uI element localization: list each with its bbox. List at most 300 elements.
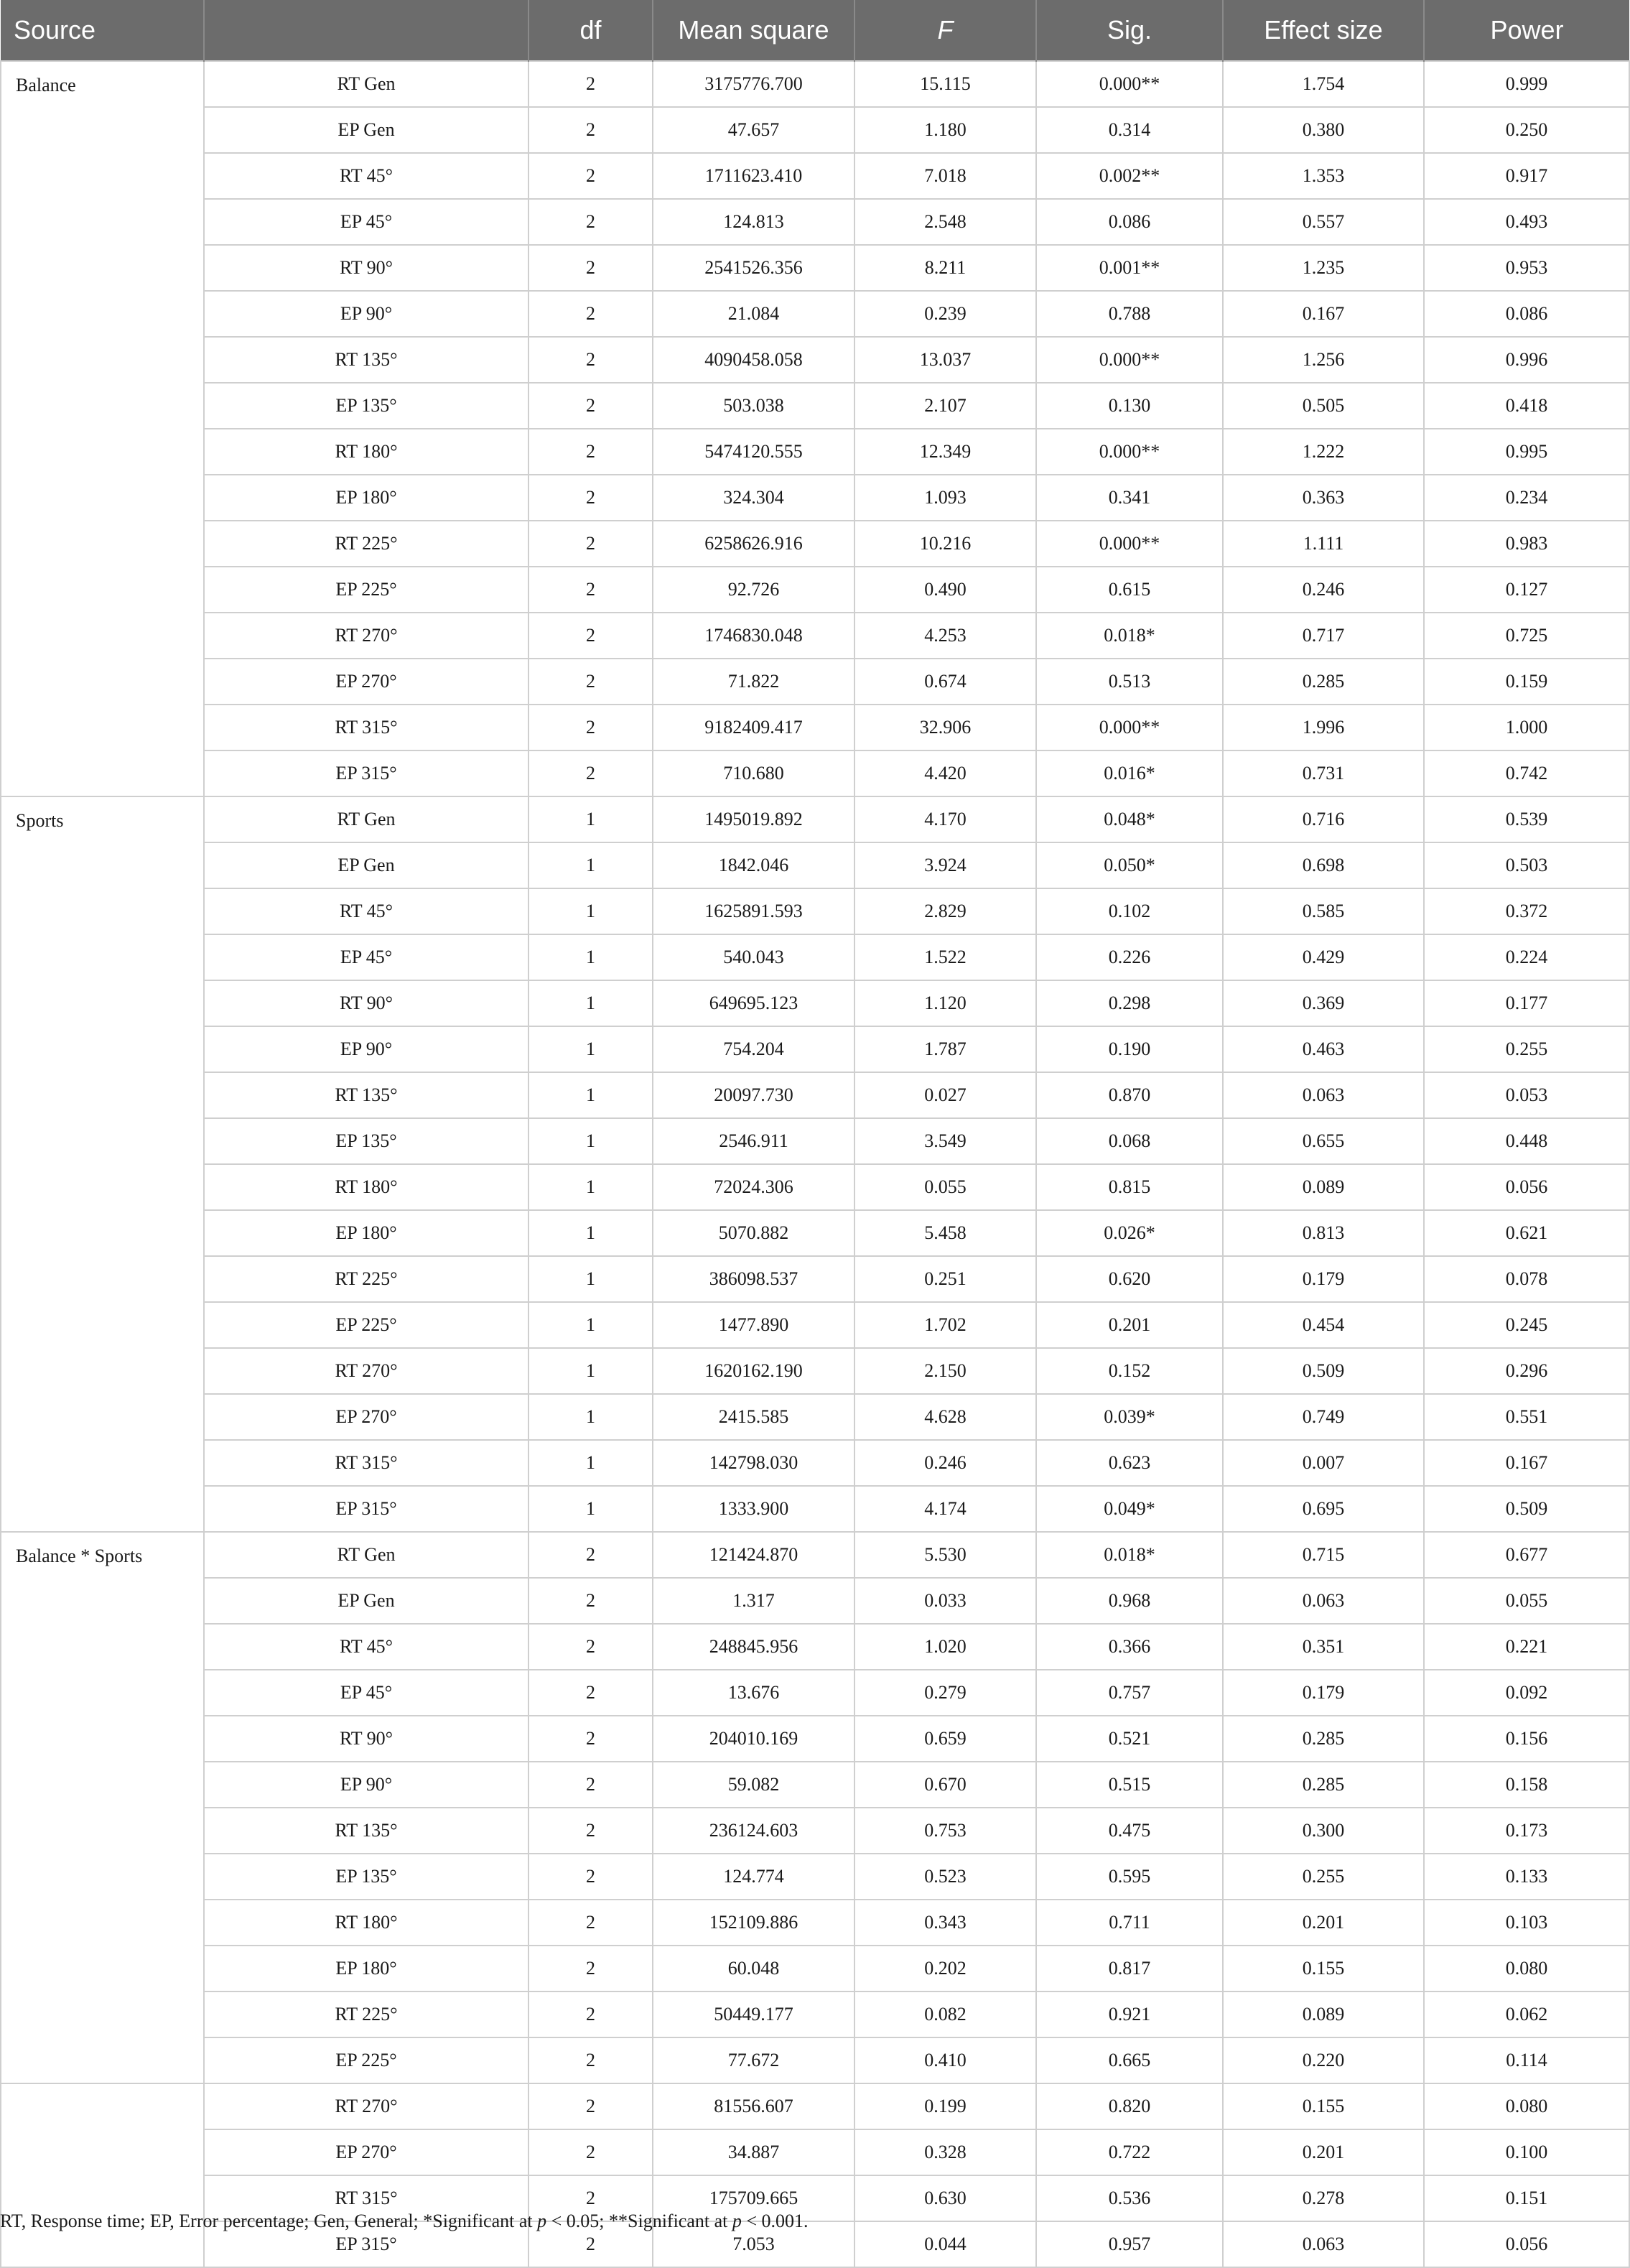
power-cell: 0.080 bbox=[1424, 2083, 1629, 2129]
effect-size-cell: 0.155 bbox=[1223, 2083, 1424, 2129]
mean-square-cell: 540.043 bbox=[653, 934, 854, 980]
sig-cell: 0.190 bbox=[1036, 1026, 1223, 1072]
f-cell: 4.170 bbox=[854, 796, 1036, 842]
df-cell: 2 bbox=[528, 659, 653, 705]
power-cell: 0.173 bbox=[1424, 1808, 1629, 1854]
table-row bbox=[1, 705, 1629, 750]
power-cell: 0.296 bbox=[1424, 1348, 1629, 1394]
sig-cell: 0.757 bbox=[1036, 1670, 1223, 1716]
f-cell: 1.093 bbox=[854, 475, 1036, 521]
sig-cell: 0.595 bbox=[1036, 1854, 1223, 1900]
mean-square-cell: 386098.537 bbox=[653, 1256, 854, 1302]
power-cell: 1.000 bbox=[1424, 705, 1629, 750]
table-row bbox=[1, 1072, 1629, 1118]
power-cell: 0.503 bbox=[1424, 842, 1629, 888]
effect-size-cell: 0.063 bbox=[1223, 1578, 1424, 1624]
power-cell: 0.086 bbox=[1424, 291, 1629, 337]
mean-square-cell: 50449.177 bbox=[653, 1992, 854, 2037]
df-cell: 2 bbox=[528, 1992, 653, 2037]
table-row bbox=[1, 1394, 1629, 1440]
effect-size-cell: 0.278 bbox=[1223, 2175, 1424, 2221]
mean-square-cell: 34.887 bbox=[653, 2129, 854, 2175]
mean-square-cell: 121424.870 bbox=[653, 1532, 854, 1578]
power-cell: 0.151 bbox=[1424, 2175, 1629, 2221]
table-row bbox=[1, 337, 1629, 383]
table-row bbox=[1, 613, 1629, 659]
sig-cell: 0.475 bbox=[1036, 1808, 1223, 1854]
header-power: Power bbox=[1424, 0, 1629, 61]
f-cell: 0.027 bbox=[854, 1072, 1036, 1118]
df-cell: 2 bbox=[528, 475, 653, 521]
effect-size-cell: 0.695 bbox=[1223, 1486, 1424, 1532]
effect-size-cell: 0.285 bbox=[1223, 1716, 1424, 1762]
power-cell: 0.493 bbox=[1424, 199, 1629, 245]
mean-square-cell: 71.822 bbox=[653, 659, 854, 705]
table-row bbox=[1, 1992, 1629, 2037]
effect-size-cell: 0.731 bbox=[1223, 750, 1424, 796]
mean-square-cell: 21.084 bbox=[653, 291, 854, 337]
effect-size-cell: 1.111 bbox=[1223, 521, 1424, 567]
df-cell: 1 bbox=[528, 1302, 653, 1348]
effect-size-cell: 0.429 bbox=[1223, 934, 1424, 980]
effect-size-cell: 0.155 bbox=[1223, 1946, 1424, 1992]
f-cell: 0.055 bbox=[854, 1164, 1036, 1210]
df-cell: 2 bbox=[528, 2221, 653, 2267]
power-cell: 0.996 bbox=[1424, 337, 1629, 383]
sig-cell: 0.001** bbox=[1036, 245, 1223, 291]
power-cell: 0.114 bbox=[1424, 2037, 1629, 2083]
mean-square-cell: 20097.730 bbox=[653, 1072, 854, 1118]
power-cell: 0.245 bbox=[1424, 1302, 1629, 1348]
table-footnote: RT, Response time; EP, Error percentage; Gen, General; *Significant at p < 0.05; **Significant at p < 0.001. bbox=[0, 2211, 809, 2231]
effect-size-cell: 1.235 bbox=[1223, 245, 1424, 291]
effect-size-cell: 0.813 bbox=[1223, 1210, 1424, 1256]
mean-square-cell: 59.082 bbox=[653, 1762, 854, 1808]
measure-cell: EP 135° bbox=[204, 1118, 528, 1164]
f-cell: 0.239 bbox=[854, 291, 1036, 337]
power-cell: 0.224 bbox=[1424, 934, 1629, 980]
table-row bbox=[1, 1118, 1629, 1164]
measure-cell: EP 135° bbox=[204, 1854, 528, 1900]
measure-cell: RT 90° bbox=[204, 245, 528, 291]
df-cell: 1 bbox=[528, 934, 653, 980]
sig-cell: 0.000** bbox=[1036, 429, 1223, 475]
sig-cell: 0.201 bbox=[1036, 1302, 1223, 1348]
f-cell: 0.343 bbox=[854, 1900, 1036, 1946]
df-cell: 1 bbox=[528, 1118, 653, 1164]
measure-cell: RT 225° bbox=[204, 1992, 528, 2037]
measure-cell: RT 45° bbox=[204, 153, 528, 199]
measure-cell: EP 270° bbox=[204, 2129, 528, 2175]
mean-square-cell: 92.726 bbox=[653, 567, 854, 613]
table-row bbox=[1, 1946, 1629, 1992]
source-cell bbox=[1, 2083, 204, 2267]
mean-square-cell: 503.038 bbox=[653, 383, 854, 429]
sig-cell: 0.341 bbox=[1036, 475, 1223, 521]
effect-size-cell: 0.285 bbox=[1223, 1762, 1424, 1808]
mean-square-cell: 1477.890 bbox=[653, 1302, 854, 1348]
sig-cell: 0.722 bbox=[1036, 2129, 1223, 2175]
mean-square-cell: 1495019.892 bbox=[653, 796, 854, 842]
df-cell: 2 bbox=[528, 245, 653, 291]
df-cell: 1 bbox=[528, 842, 653, 888]
measure-cell: EP Gen bbox=[204, 107, 528, 153]
effect-size-cell: 1.256 bbox=[1223, 337, 1424, 383]
f-cell: 3.924 bbox=[854, 842, 1036, 888]
sig-cell: 0.050* bbox=[1036, 842, 1223, 888]
measure-cell: EP Gen bbox=[204, 842, 528, 888]
effect-size-cell: 0.089 bbox=[1223, 1164, 1424, 1210]
table-row bbox=[1, 1624, 1629, 1670]
measure-cell: EP 135° bbox=[204, 383, 528, 429]
power-cell: 0.159 bbox=[1424, 659, 1629, 705]
sig-cell: 0.870 bbox=[1036, 1072, 1223, 1118]
table-row bbox=[1, 475, 1629, 521]
sig-cell: 0.314 bbox=[1036, 107, 1223, 153]
df-cell: 2 bbox=[528, 1946, 653, 1992]
mean-square-cell: 9182409.417 bbox=[653, 705, 854, 750]
f-cell: 3.549 bbox=[854, 1118, 1036, 1164]
sig-cell: 0.921 bbox=[1036, 1992, 1223, 2037]
power-cell: 0.221 bbox=[1424, 1624, 1629, 1670]
measure-cell: RT 225° bbox=[204, 521, 528, 567]
table-row bbox=[1, 1164, 1629, 1210]
table-row bbox=[1, 1900, 1629, 1946]
sig-cell: 0.515 bbox=[1036, 1762, 1223, 1808]
table-row bbox=[1, 291, 1629, 337]
table-row bbox=[1, 980, 1629, 1026]
measure-cell: EP 45° bbox=[204, 1670, 528, 1716]
measure-cell: EP 315° bbox=[204, 750, 528, 796]
power-cell: 0.053 bbox=[1424, 1072, 1629, 1118]
power-cell: 0.509 bbox=[1424, 1486, 1629, 1532]
df-cell: 2 bbox=[528, 1762, 653, 1808]
effect-size-cell: 0.007 bbox=[1223, 1440, 1424, 1486]
measure-cell: EP 180° bbox=[204, 475, 528, 521]
measure-cell: EP 45° bbox=[204, 934, 528, 980]
effect-size-cell: 0.698 bbox=[1223, 842, 1424, 888]
measure-cell: RT 180° bbox=[204, 1900, 528, 1946]
power-cell: 0.156 bbox=[1424, 1716, 1629, 1762]
sig-cell: 0.788 bbox=[1036, 291, 1223, 337]
df-cell: 2 bbox=[528, 1808, 653, 1854]
mean-square-cell: 81556.607 bbox=[653, 2083, 854, 2129]
f-cell: 4.420 bbox=[854, 750, 1036, 796]
power-cell: 0.983 bbox=[1424, 521, 1629, 567]
df-cell: 2 bbox=[528, 750, 653, 796]
power-cell: 0.255 bbox=[1424, 1026, 1629, 1072]
effect-size-cell: 0.063 bbox=[1223, 1072, 1424, 1118]
mean-square-cell: 142798.030 bbox=[653, 1440, 854, 1486]
measure-cell: EP 225° bbox=[204, 1302, 528, 1348]
sig-cell: 0.366 bbox=[1036, 1624, 1223, 1670]
mean-square-cell: 710.680 bbox=[653, 750, 854, 796]
f-cell: 4.628 bbox=[854, 1394, 1036, 1440]
measure-cell: RT 90° bbox=[204, 1716, 528, 1762]
mean-square-cell: 1.317 bbox=[653, 1578, 854, 1624]
header-df: df bbox=[528, 0, 653, 61]
effect-size-cell: 0.179 bbox=[1223, 1256, 1424, 1302]
power-cell: 0.250 bbox=[1424, 107, 1629, 153]
mean-square-cell: 3175776.700 bbox=[653, 61, 854, 107]
table-body bbox=[1, 61, 1629, 2267]
f-cell: 0.630 bbox=[854, 2175, 1036, 2221]
table-row bbox=[1, 383, 1629, 429]
sig-cell: 0.000** bbox=[1036, 61, 1223, 107]
table-row bbox=[1, 2083, 1629, 2129]
sig-cell: 0.226 bbox=[1036, 934, 1223, 980]
table-row bbox=[1, 934, 1629, 980]
power-cell: 0.167 bbox=[1424, 1440, 1629, 1486]
f-cell: 10.216 bbox=[854, 521, 1036, 567]
mean-square-cell: 1333.900 bbox=[653, 1486, 854, 1532]
mean-square-cell: 5070.882 bbox=[653, 1210, 854, 1256]
table-row bbox=[1, 659, 1629, 705]
mean-square-cell: 5474120.555 bbox=[653, 429, 854, 475]
table-row bbox=[1, 888, 1629, 934]
df-cell: 2 bbox=[528, 1670, 653, 1716]
df-cell: 1 bbox=[528, 1394, 653, 1440]
measure-cell: EP Gen bbox=[204, 1578, 528, 1624]
sig-cell: 0.000** bbox=[1036, 337, 1223, 383]
effect-size-cell: 0.717 bbox=[1223, 613, 1424, 659]
table-row bbox=[1, 153, 1629, 199]
effect-size-cell: 0.255 bbox=[1223, 1854, 1424, 1900]
effect-size-cell: 0.201 bbox=[1223, 2129, 1424, 2175]
table-row bbox=[1, 1026, 1629, 1072]
df-cell: 2 bbox=[528, 107, 653, 153]
power-cell: 0.677 bbox=[1424, 1532, 1629, 1578]
effect-size-cell: 0.509 bbox=[1223, 1348, 1424, 1394]
sig-cell: 0.820 bbox=[1036, 2083, 1223, 2129]
sig-cell: 0.018* bbox=[1036, 613, 1223, 659]
measure-cell: RT 270° bbox=[204, 1348, 528, 1394]
df-cell: 2 bbox=[528, 429, 653, 475]
df-cell: 2 bbox=[528, 1854, 653, 1900]
power-cell: 0.062 bbox=[1424, 1992, 1629, 2037]
table-row bbox=[1, 429, 1629, 475]
power-cell: 0.133 bbox=[1424, 1854, 1629, 1900]
df-cell: 2 bbox=[528, 153, 653, 199]
measure-cell: RT 180° bbox=[204, 1164, 528, 1210]
mean-square-cell: 2541526.356 bbox=[653, 245, 854, 291]
measure-cell: RT 135° bbox=[204, 337, 528, 383]
df-cell: 2 bbox=[528, 61, 653, 107]
effect-size-cell: 0.505 bbox=[1223, 383, 1424, 429]
power-cell: 0.953 bbox=[1424, 245, 1629, 291]
measure-cell: RT Gen bbox=[204, 61, 528, 107]
effect-size-cell: 0.089 bbox=[1223, 1992, 1424, 2037]
effect-size-cell: 0.179 bbox=[1223, 1670, 1424, 1716]
table-row bbox=[1, 2129, 1629, 2175]
table-row bbox=[1, 1256, 1629, 1302]
df-cell: 2 bbox=[528, 1624, 653, 1670]
table-row bbox=[1, 107, 1629, 153]
df-cell: 2 bbox=[528, 199, 653, 245]
effect-size-cell: 1.222 bbox=[1223, 429, 1424, 475]
f-cell: 0.246 bbox=[854, 1440, 1036, 1486]
measure-cell: RT 270° bbox=[204, 613, 528, 659]
f-cell: 4.174 bbox=[854, 1486, 1036, 1532]
df-cell: 2 bbox=[528, 337, 653, 383]
effect-size-cell: 0.585 bbox=[1223, 888, 1424, 934]
sig-cell: 0.298 bbox=[1036, 980, 1223, 1026]
sig-cell: 0.000** bbox=[1036, 705, 1223, 750]
df-cell: 2 bbox=[528, 1532, 653, 1578]
f-cell: 0.490 bbox=[854, 567, 1036, 613]
effect-size-cell: 0.716 bbox=[1223, 796, 1424, 842]
sig-cell: 0.000** bbox=[1036, 521, 1223, 567]
sig-cell: 0.815 bbox=[1036, 1164, 1223, 1210]
source-cell: Balance bbox=[1, 61, 204, 796]
measure-cell: RT 135° bbox=[204, 1808, 528, 1854]
df-cell: 2 bbox=[528, 383, 653, 429]
measure-cell: EP 90° bbox=[204, 291, 528, 337]
measure-cell: RT 315° bbox=[204, 2175, 528, 2221]
measure-cell: RT 90° bbox=[204, 980, 528, 1026]
table-row bbox=[1, 1210, 1629, 1256]
table-row bbox=[1, 1716, 1629, 1762]
f-cell: 0.328 bbox=[854, 2129, 1036, 2175]
power-cell: 0.056 bbox=[1424, 2221, 1629, 2267]
power-cell: 0.999 bbox=[1424, 61, 1629, 107]
f-cell: 1.787 bbox=[854, 1026, 1036, 1072]
df-cell: 2 bbox=[528, 613, 653, 659]
measure-cell: RT 180° bbox=[204, 429, 528, 475]
f-cell: 13.037 bbox=[854, 337, 1036, 383]
mean-square-cell: 6258626.916 bbox=[653, 521, 854, 567]
measure-cell: RT 45° bbox=[204, 1624, 528, 1670]
df-cell: 2 bbox=[528, 2037, 653, 2083]
mean-square-cell: 77.672 bbox=[653, 2037, 854, 2083]
f-cell: 5.530 bbox=[854, 1532, 1036, 1578]
f-cell: 4.253 bbox=[854, 613, 1036, 659]
power-cell: 0.372 bbox=[1424, 888, 1629, 934]
effect-size-cell: 0.715 bbox=[1223, 1532, 1424, 1578]
sig-cell: 0.957 bbox=[1036, 2221, 1223, 2267]
measure-cell: RT Gen bbox=[204, 796, 528, 842]
sig-cell: 0.620 bbox=[1036, 1256, 1223, 1302]
power-cell: 0.234 bbox=[1424, 475, 1629, 521]
df-cell: 2 bbox=[528, 1578, 653, 1624]
f-cell: 0.659 bbox=[854, 1716, 1036, 1762]
mean-square-cell: 72024.306 bbox=[653, 1164, 854, 1210]
header-sig: Sig. bbox=[1036, 0, 1223, 61]
sig-cell: 0.002** bbox=[1036, 153, 1223, 199]
df-cell: 1 bbox=[528, 1440, 653, 1486]
table-row bbox=[1, 567, 1629, 613]
sig-cell: 0.817 bbox=[1036, 1946, 1223, 1992]
f-cell: 0.033 bbox=[854, 1578, 1036, 1624]
f-cell: 7.018 bbox=[854, 153, 1036, 199]
power-cell: 0.100 bbox=[1424, 2129, 1629, 2175]
table-row bbox=[1, 1302, 1629, 1348]
f-cell: 0.279 bbox=[854, 1670, 1036, 1716]
power-cell: 0.725 bbox=[1424, 613, 1629, 659]
power-cell: 0.092 bbox=[1424, 1670, 1629, 1716]
power-cell: 0.742 bbox=[1424, 750, 1629, 796]
f-cell: 2.829 bbox=[854, 888, 1036, 934]
mean-square-cell: 324.304 bbox=[653, 475, 854, 521]
mean-square-cell: 4090458.058 bbox=[653, 337, 854, 383]
power-cell: 0.103 bbox=[1424, 1900, 1629, 1946]
effect-size-cell: 0.351 bbox=[1223, 1624, 1424, 1670]
f-cell: 1.120 bbox=[854, 980, 1036, 1026]
header-source: Source bbox=[1, 0, 204, 61]
effect-size-cell: 0.380 bbox=[1223, 107, 1424, 153]
f-cell: 2.150 bbox=[854, 1348, 1036, 1394]
df-cell: 2 bbox=[528, 291, 653, 337]
header-measure bbox=[204, 0, 528, 61]
effect-size-cell: 0.246 bbox=[1223, 567, 1424, 613]
table-row bbox=[1, 842, 1629, 888]
measure-cell: EP 225° bbox=[204, 2037, 528, 2083]
power-cell: 0.418 bbox=[1424, 383, 1629, 429]
df-cell: 2 bbox=[528, 705, 653, 750]
mean-square-cell: 175709.665 bbox=[653, 2175, 854, 2221]
table-row bbox=[1, 245, 1629, 291]
table-row bbox=[1, 1854, 1629, 1900]
mean-square-cell: 1711623.410 bbox=[653, 153, 854, 199]
df-cell: 1 bbox=[528, 1348, 653, 1394]
effect-size-cell: 1.996 bbox=[1223, 705, 1424, 750]
mean-square-cell: 649695.123 bbox=[653, 980, 854, 1026]
f-cell: 1.702 bbox=[854, 1302, 1036, 1348]
power-cell: 0.055 bbox=[1424, 1578, 1629, 1624]
f-cell: 0.199 bbox=[854, 2083, 1036, 2129]
table-row bbox=[1, 61, 1629, 107]
table-row bbox=[1, 1348, 1629, 1394]
mean-square-cell: 152109.886 bbox=[653, 1900, 854, 1946]
df-cell: 1 bbox=[528, 980, 653, 1026]
df-cell: 2 bbox=[528, 2175, 653, 2221]
measure-cell: EP 270° bbox=[204, 1394, 528, 1440]
sig-cell: 0.665 bbox=[1036, 2037, 1223, 2083]
f-cell: 0.523 bbox=[854, 1854, 1036, 1900]
power-cell: 0.158 bbox=[1424, 1762, 1629, 1808]
sig-cell: 0.968 bbox=[1036, 1578, 1223, 1624]
df-cell: 1 bbox=[528, 1256, 653, 1302]
sig-cell: 0.521 bbox=[1036, 1716, 1223, 1762]
power-cell: 0.080 bbox=[1424, 1946, 1629, 1992]
df-cell: 1 bbox=[528, 1026, 653, 1072]
df-cell: 1 bbox=[528, 796, 653, 842]
measure-cell: RT 135° bbox=[204, 1072, 528, 1118]
sig-cell: 0.039* bbox=[1036, 1394, 1223, 1440]
sig-cell: 0.615 bbox=[1036, 567, 1223, 613]
f-cell: 1.180 bbox=[854, 107, 1036, 153]
power-cell: 0.621 bbox=[1424, 1210, 1629, 1256]
power-cell: 0.539 bbox=[1424, 796, 1629, 842]
measure-cell: RT 315° bbox=[204, 705, 528, 750]
f-cell: 1.020 bbox=[854, 1624, 1036, 1670]
measure-cell: EP 270° bbox=[204, 659, 528, 705]
sig-cell: 0.016* bbox=[1036, 750, 1223, 796]
measure-cell: RT 270° bbox=[204, 2083, 528, 2129]
effect-size-cell: 0.063 bbox=[1223, 2221, 1424, 2267]
f-cell: 0.674 bbox=[854, 659, 1036, 705]
header-row bbox=[1, 0, 1629, 61]
df-cell: 2 bbox=[528, 567, 653, 613]
power-cell: 0.995 bbox=[1424, 429, 1629, 475]
measure-cell: EP 315° bbox=[204, 1486, 528, 1532]
f-cell: 0.251 bbox=[854, 1256, 1036, 1302]
sig-cell: 0.711 bbox=[1036, 1900, 1223, 1946]
sig-cell: 0.068 bbox=[1036, 1118, 1223, 1164]
f-cell: 0.044 bbox=[854, 2221, 1036, 2267]
source-cell: Balance * Sports bbox=[1, 1532, 204, 2083]
mean-square-cell: 248845.956 bbox=[653, 1624, 854, 1670]
